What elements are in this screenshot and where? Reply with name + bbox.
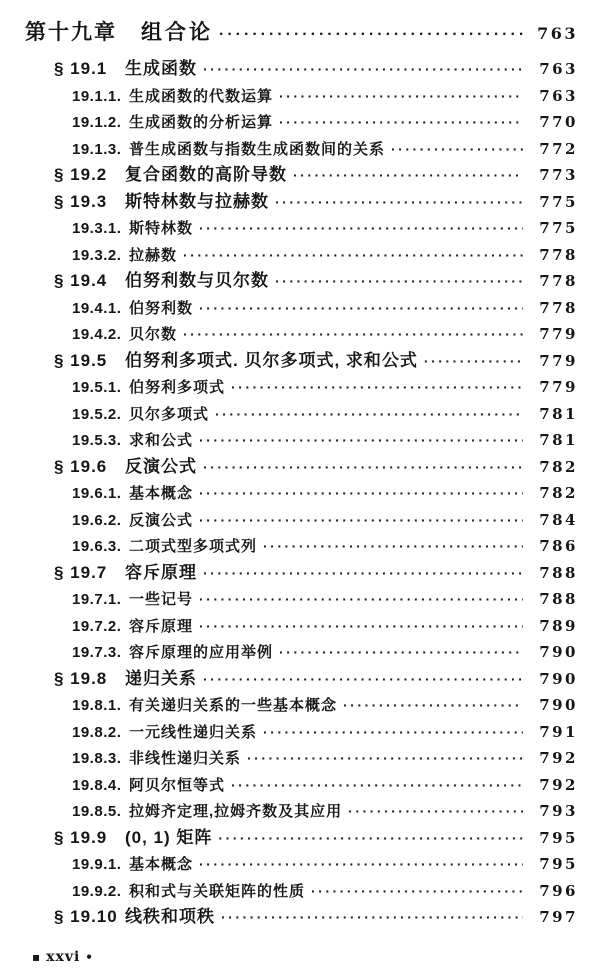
entry-number: 19.8.5.: [72, 803, 122, 820]
dot-leader: [231, 772, 523, 800]
entry-title: 基本概念: [129, 485, 194, 502]
toc-entry: [0, 798, 578, 825]
dot-leader: [219, 14, 523, 54]
entry-number: 19.8.4.: [72, 776, 122, 794]
entry-page-number: 786: [539, 537, 578, 555]
entry-title: 生成函数: [125, 59, 197, 78]
toc-entry: [0, 242, 578, 269]
entry-page-number: 795: [539, 828, 578, 847]
entry-number: § 19.5: [54, 350, 108, 370]
entry-page-number: 770: [539, 113, 578, 131]
toc-entry: [0, 348, 578, 375]
entry-number: 19.3.2.: [72, 246, 122, 264]
dot-leader: [293, 162, 523, 189]
toc-entry: [0, 454, 578, 481]
entry-number: 19.5.3.: [72, 432, 122, 449]
dot-leader: [424, 348, 523, 375]
entry-page-number: 797: [539, 908, 578, 926]
entry-title: 普生成函数与指数生成函数间的关系: [129, 140, 386, 158]
entry-page-number: 778: [539, 298, 578, 317]
toc-entry: [0, 189, 578, 216]
entry-title: 积和式与关联矩阵的性质: [129, 882, 306, 900]
dot-leader: [263, 533, 523, 561]
dot-leader: [199, 507, 523, 535]
entry-number: § 19.4: [54, 271, 108, 290]
entry-page-number: 781: [539, 431, 578, 449]
entry-number: § 19.3: [54, 191, 108, 211]
toc-list: [0, 14, 578, 931]
entry-title: 容斥原理: [125, 562, 197, 582]
dot-leader: [343, 692, 523, 720]
entry-page-number: 775: [539, 192, 578, 211]
entry-title: 基本概念: [129, 856, 194, 873]
entry-page-number: 790: [539, 643, 578, 661]
entry-title: 一些记号: [129, 591, 194, 608]
entry-number: 19.6.1.: [72, 485, 122, 502]
entry-title: 复合函数的高阶导数: [125, 165, 287, 184]
footer-page-label: xxvi: [46, 948, 81, 965]
toc-entry: [0, 507, 578, 534]
toc-entry: [0, 56, 578, 83]
toc-entry: [0, 295, 578, 322]
entry-number: § 19.8: [54, 668, 108, 688]
dot-leader: [311, 878, 523, 906]
dot-leader: [203, 666, 523, 693]
entry-page-number: 778: [539, 245, 578, 264]
entry-number: 19.8.1.: [72, 697, 122, 714]
dot-leader: [199, 851, 523, 879]
entry-page-number: 782: [539, 457, 578, 476]
entry-number: 19.3.1.: [72, 220, 122, 237]
entry-page-number: 784: [539, 510, 578, 529]
entry-page-number: 778: [539, 272, 578, 290]
dot-leader: [199, 613, 523, 641]
entry-page-number: 779: [539, 325, 578, 343]
dot-leader: [199, 586, 523, 614]
entry-number: 19.7.2.: [72, 617, 122, 635]
entry-number: § 19.7: [54, 562, 108, 582]
entry-page-number: 779: [539, 378, 578, 396]
dot-leader: [203, 560, 523, 587]
entry-title: 递归关系: [125, 668, 197, 688]
entry-page-number: 793: [539, 802, 578, 820]
entry-page-number: 796: [539, 881, 578, 900]
toc-entry: [0, 613, 578, 640]
footer-bullet-right-icon: •: [85, 949, 94, 964]
toc-entry: [0, 136, 578, 163]
entry-page-number: 772: [539, 139, 578, 158]
entry-page-number: 781: [539, 404, 578, 423]
entry-title: 二项式型多项式列: [129, 538, 258, 555]
entry-number: 19.1.2.: [72, 114, 122, 131]
dot-leader: [279, 83, 523, 111]
dot-leader: [183, 321, 523, 349]
dot-leader: [263, 719, 523, 747]
toc-entry: [0, 14, 578, 56]
entry-page-number: 775: [539, 219, 578, 237]
entry-title: 组合论: [141, 21, 213, 44]
entry-title: 容斥原理: [129, 617, 194, 635]
page-footer: [0, 949, 578, 965]
dot-leader: [231, 374, 523, 402]
entry-number: 19.9.2.: [72, 882, 122, 900]
entry-page-number: 763: [539, 86, 578, 105]
dot-leader: [199, 427, 523, 455]
entry-title: (0, 1) 矩阵: [125, 827, 213, 847]
toc-entry: [0, 692, 578, 719]
dot-leader: [391, 136, 523, 164]
entry-title: 反演公式: [125, 456, 197, 476]
toc-entry: [0, 109, 578, 136]
toc-entry: [0, 851, 578, 878]
toc-entry: [0, 162, 578, 189]
dot-leader: [275, 189, 523, 216]
entry-number: § 19.10: [54, 907, 118, 926]
toc-entry: [0, 401, 578, 428]
entry-page-number: 795: [539, 855, 578, 873]
entry-number: 19.8.2.: [72, 723, 122, 741]
entry-page-number: 788: [539, 590, 578, 608]
entry-number: 19.6.2.: [72, 511, 122, 529]
dot-leader: [183, 242, 523, 270]
dot-leader: [215, 401, 523, 429]
entry-title: 生成函数的分析运算: [129, 114, 274, 131]
entry-title: 线秩和项秩: [125, 907, 215, 926]
toc-entry: [0, 268, 578, 295]
entry-page-number: 792: [539, 749, 578, 767]
entry-number: 19.1.3.: [72, 140, 122, 158]
entry-page-number: 773: [539, 166, 578, 184]
toc-entry: [0, 904, 578, 931]
entry-page-number: 792: [539, 775, 578, 794]
entry-title: 斯特林数与拉赫数: [125, 191, 269, 211]
entry-number: 19.4.1.: [72, 299, 122, 317]
entry-title: 伯努利多项式: [129, 379, 226, 396]
entry-page-number: 779: [539, 351, 578, 370]
entry-title: 非线性递归关系: [129, 750, 242, 767]
toc-entry: [0, 745, 578, 772]
entry-title: 生成函数的代数运算: [129, 87, 274, 105]
toc-entry: [0, 480, 578, 507]
entry-title: 拉赫数: [129, 246, 178, 264]
entry-number: 19.7.1.: [72, 591, 122, 608]
dot-leader: [275, 268, 523, 295]
entry-number: § 19.9: [54, 827, 108, 847]
entry-page-number: 782: [539, 484, 578, 502]
entry-title: 阿贝尔恒等式: [129, 776, 226, 794]
entry-number: § 19.2: [54, 165, 108, 184]
entry-title: 伯努利数与贝尔数: [125, 271, 269, 290]
entry-title: 拉姆齐定理,拉姆齐数及其应用: [129, 803, 343, 820]
entry-title: 斯特林数: [129, 220, 194, 237]
entry-number: 19.1.1.: [72, 87, 122, 105]
dot-leader: [279, 639, 523, 667]
toc-entry: [0, 83, 578, 110]
entry-title: 容斥原理的应用举例: [129, 644, 274, 661]
entry-number: 19.7.3.: [72, 644, 122, 661]
dot-leader: [199, 295, 523, 323]
entry-number: § 19.1: [54, 59, 108, 78]
dot-leader: [221, 904, 523, 931]
toc-entry: [0, 666, 578, 693]
toc-entry: [0, 878, 578, 905]
toc-entry: [0, 825, 578, 852]
entry-title: 求和公式: [129, 432, 194, 449]
toc-entry: [0, 374, 578, 401]
toc-entry: [0, 639, 578, 666]
entry-page-number: 790: [539, 696, 578, 714]
dot-leader: [199, 215, 523, 243]
toc-entry: [0, 427, 578, 454]
entry-number: 19.5.1.: [72, 379, 122, 396]
entry-number: 第十九章: [25, 21, 117, 44]
dot-leader: [279, 109, 523, 137]
dot-leader: [203, 454, 523, 481]
toc-entry: [0, 586, 578, 613]
toc-entry: [0, 560, 578, 587]
entry-number: 19.6.3.: [72, 538, 122, 555]
entry-number: 19.9.1.: [72, 856, 122, 873]
entry-page-number: 763: [537, 24, 578, 43]
entry-title: 伯努利数: [129, 299, 194, 317]
entry-page-number: 789: [539, 616, 578, 635]
entry-page-number: 763: [539, 60, 578, 78]
entry-title: 伯努利多项式. 贝尔多项式, 求和公式: [125, 350, 418, 370]
entry-title: 贝尔数: [129, 326, 178, 343]
dot-leader: [348, 798, 523, 826]
dot-leader: [199, 480, 523, 508]
toc-entry: [0, 321, 578, 348]
dot-leader: [218, 825, 523, 852]
toc-entry: [0, 719, 578, 746]
entry-page-number: 788: [539, 563, 578, 582]
toc-entry: [0, 772, 578, 799]
entry-number: 19.8.3.: [72, 750, 122, 767]
toc-entry: [0, 533, 578, 560]
entry-title: 有关递归关系的一些基本概念: [129, 697, 338, 714]
entry-page-number: 790: [539, 669, 578, 688]
entry-page-number: 791: [539, 722, 578, 741]
dot-leader: [247, 745, 523, 773]
entry-title: 贝尔多项式: [129, 405, 210, 423]
entry-number: 19.5.2.: [72, 405, 122, 423]
footer-bullet-left-icon: ▪: [32, 949, 42, 964]
entry-number: § 19.6: [54, 456, 108, 476]
entry-title: 一元线性递归关系: [129, 723, 258, 741]
entry-title: 反演公式: [129, 511, 194, 529]
dot-leader: [203, 56, 523, 83]
toc-entry: [0, 215, 578, 242]
entry-number: 19.4.2.: [72, 326, 122, 343]
